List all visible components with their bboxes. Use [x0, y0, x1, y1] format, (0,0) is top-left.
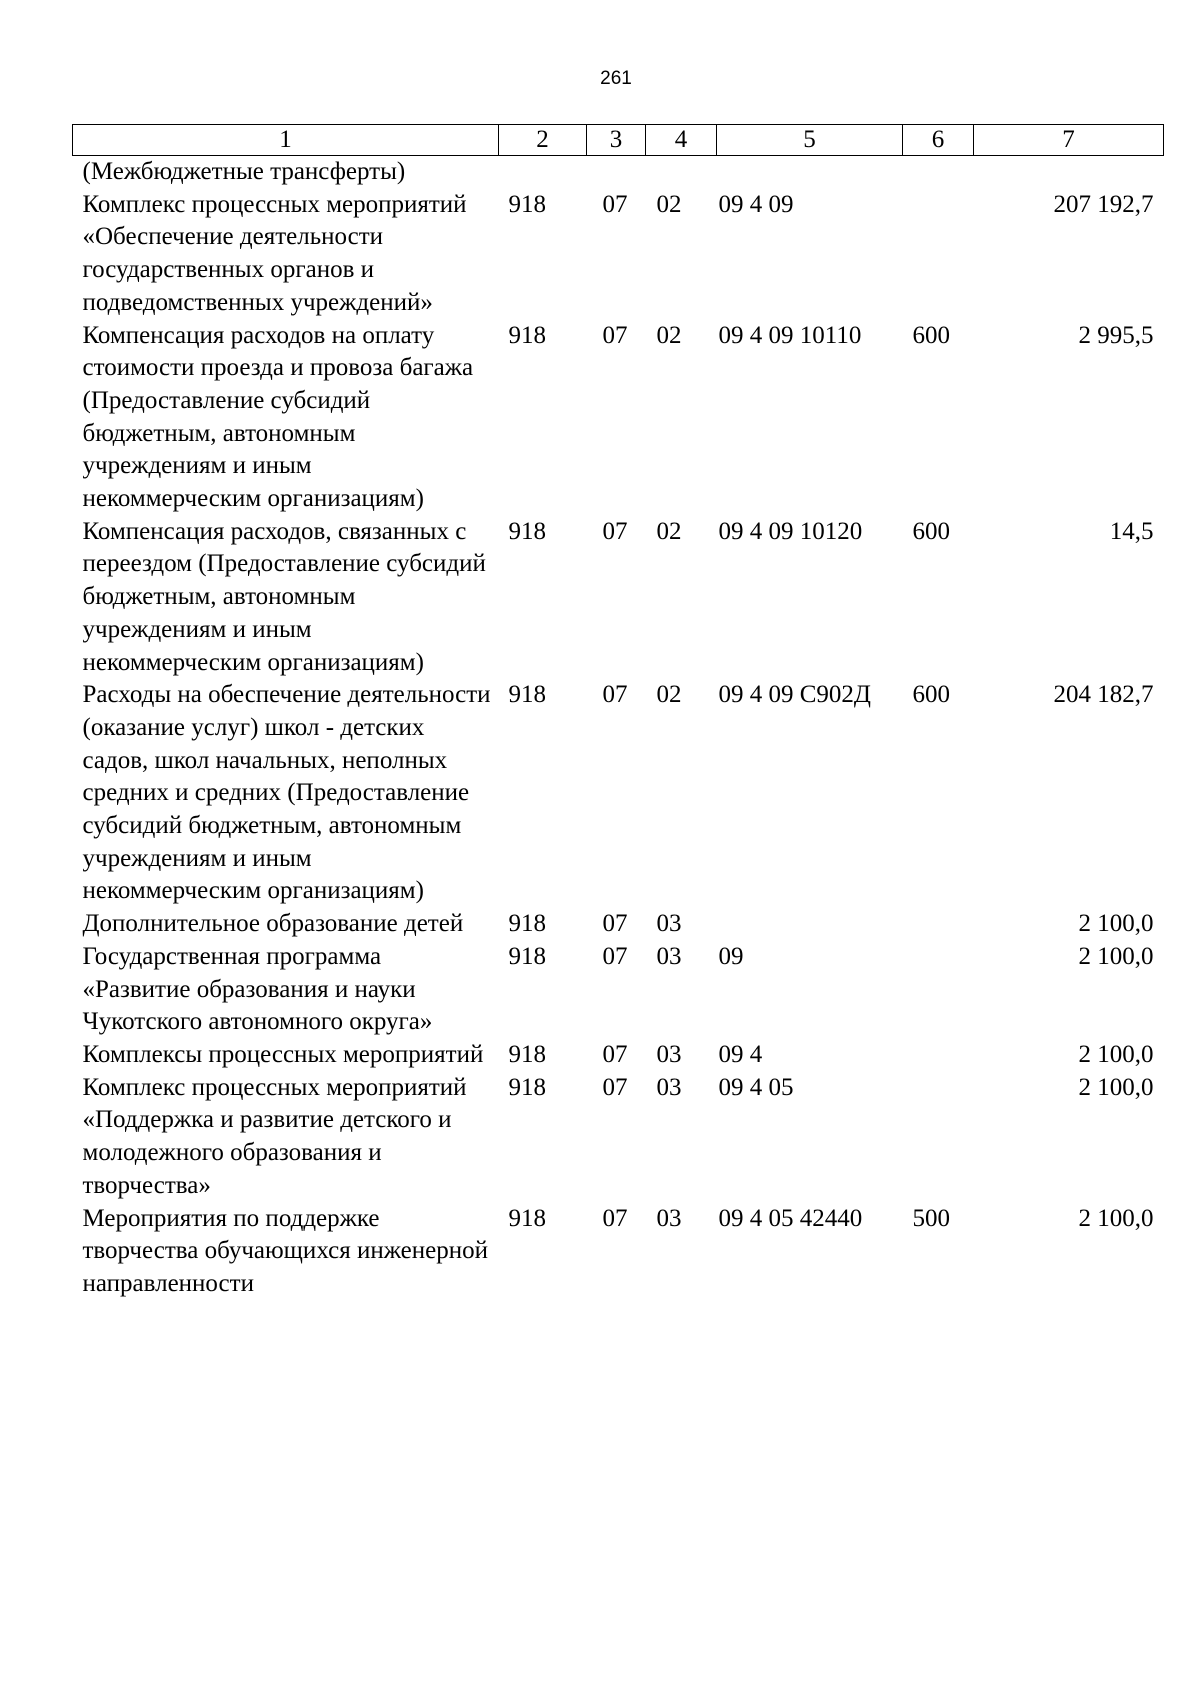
row-section: 07 — [602, 517, 628, 545]
header-col-1: 1 — [73, 125, 499, 156]
row-amount — [974, 156, 1164, 189]
row-section: 07 — [602, 681, 628, 709]
row-target-article: 09 4 09 10120 — [718, 517, 863, 545]
row-amount: 2 100,0 — [1078, 1073, 1154, 1101]
row-target-article: 09 4 05 — [718, 1073, 794, 1101]
table-row — [73, 941, 1164, 1039]
row-section — [587, 156, 646, 189]
row-amount: 204 182,7 — [1053, 681, 1154, 709]
row-subsection — [646, 156, 717, 189]
table-row — [73, 156, 1164, 189]
table-row — [73, 189, 1164, 320]
row-grbs: 918 — [508, 1204, 546, 1232]
row-name: (Межбюджетные трансферты) — [82, 158, 406, 185]
row-amount: 14,5 — [1109, 517, 1154, 545]
row-subsection: 03 — [656, 910, 682, 938]
row-subsection: 02 — [656, 681, 682, 709]
budget-table — [72, 124, 1164, 1301]
header-row — [73, 125, 1164, 156]
row-subsection: 02 — [656, 190, 682, 218]
row-target-article — [717, 908, 903, 941]
row-grbs — [499, 156, 587, 189]
row-grbs: 918 — [508, 321, 546, 349]
row-target-article: 09 4 09 10110 — [718, 321, 862, 349]
row-expense-type — [903, 1039, 974, 1072]
row-section: 07 — [602, 1204, 628, 1232]
row-name: Расходы на обеспечение деятельности (оказание услуг) школ - детских садов, школ начальных, неполных средних и средних (Предоставление субсидий бюджетным, автономным учреждениям и иным некоммерческим организациям) — [82, 681, 491, 905]
page-number: 261 — [600, 68, 632, 89]
row-name: Комплекс процессных мероприятий «Обеспечение деятельности государственных органов и подведомственных учреждений» — [82, 190, 467, 316]
table-row — [73, 320, 1164, 516]
row-name: Дополнительное образование детей — [82, 910, 464, 938]
row-section: 07 — [602, 910, 628, 938]
row-subsection: 03 — [656, 942, 682, 970]
row-target-article: 09 — [718, 942, 744, 970]
table-body — [73, 156, 1164, 1301]
row-target-article: 09 4 09 С902Д — [718, 681, 871, 709]
header-col-4: 4 — [646, 125, 717, 156]
row-name: Комплексы процессных мероприятий — [82, 1040, 484, 1068]
header-col-5: 5 — [717, 125, 903, 156]
table-row — [73, 516, 1164, 680]
row-amount: 2 100,0 — [1078, 1204, 1154, 1232]
row-expense-type: 600 — [912, 321, 950, 349]
row-target-article: 09 4 05 42440 — [718, 1204, 863, 1232]
row-grbs: 918 — [508, 190, 546, 218]
table-row — [73, 1203, 1164, 1301]
row-grbs: 918 — [508, 942, 546, 970]
row-expense-type — [903, 908, 974, 941]
row-amount: 207 192,7 — [1053, 190, 1154, 218]
row-subsection: 02 — [656, 517, 682, 545]
row-subsection: 03 — [656, 1073, 682, 1101]
row-target-article — [717, 156, 903, 189]
row-expense-type — [903, 189, 974, 320]
header-col-7: 7 — [974, 125, 1164, 156]
row-grbs: 918 — [508, 517, 546, 545]
row-subsection: 03 — [656, 1040, 682, 1068]
table-row — [73, 1039, 1164, 1072]
row-target-article: 09 4 — [718, 1040, 763, 1068]
row-name: Мероприятия по поддержке творчества обучающихся инженерной направленности — [82, 1204, 488, 1297]
row-grbs: 918 — [508, 1073, 546, 1101]
table-row — [73, 908, 1164, 941]
row-subsection: 03 — [656, 1204, 682, 1232]
row-subsection: 02 — [656, 321, 682, 349]
row-section: 07 — [602, 1073, 628, 1101]
table-row — [73, 679, 1164, 908]
row-section: 07 — [602, 190, 628, 218]
row-expense-type — [903, 941, 974, 1039]
row-section: 07 — [602, 942, 628, 970]
row-expense-type: 500 — [912, 1204, 950, 1232]
row-target-article: 09 4 09 — [718, 190, 794, 218]
row-section: 07 — [602, 321, 628, 349]
row-expense-type: 600 — [912, 681, 950, 709]
header-col-2: 2 — [499, 125, 587, 156]
row-grbs: 918 — [508, 1040, 546, 1068]
row-name: Государственная программа «Развитие образования и науки Чукотского автономного округа» — [82, 942, 433, 1036]
row-amount: 2 100,0 — [1078, 910, 1154, 938]
table-header — [73, 125, 1164, 156]
row-amount: 2 100,0 — [1078, 1040, 1154, 1068]
table-row — [73, 1072, 1164, 1203]
header-col-6: 6 — [903, 125, 974, 156]
row-expense-type — [903, 156, 974, 189]
header-col-3: 3 — [587, 125, 646, 156]
row-grbs: 918 — [508, 910, 546, 938]
row-name: Комплекс процессных мероприятий «Поддержка и развитие детского и молодежного образования и творчества» — [82, 1073, 467, 1199]
row-grbs: 918 — [508, 681, 546, 709]
row-amount: 2 100,0 — [1078, 942, 1154, 970]
row-name: Компенсация расходов на оплату стоимости проезда и провоза багажа (Предоставление субсидий бюджетным, автономным учреждениям и иным некоммерческим организациям) — [82, 321, 474, 513]
row-section: 07 — [602, 1040, 628, 1068]
row-expense-type — [903, 1072, 974, 1203]
row-amount: 2 995,5 — [1078, 321, 1154, 349]
row-expense-type: 600 — [912, 517, 950, 545]
row-name: Компенсация расходов, связанных с переездом (Предоставление субсидий бюджетным, автономным учреждениям и иным некоммерческим организациям) — [82, 517, 486, 676]
